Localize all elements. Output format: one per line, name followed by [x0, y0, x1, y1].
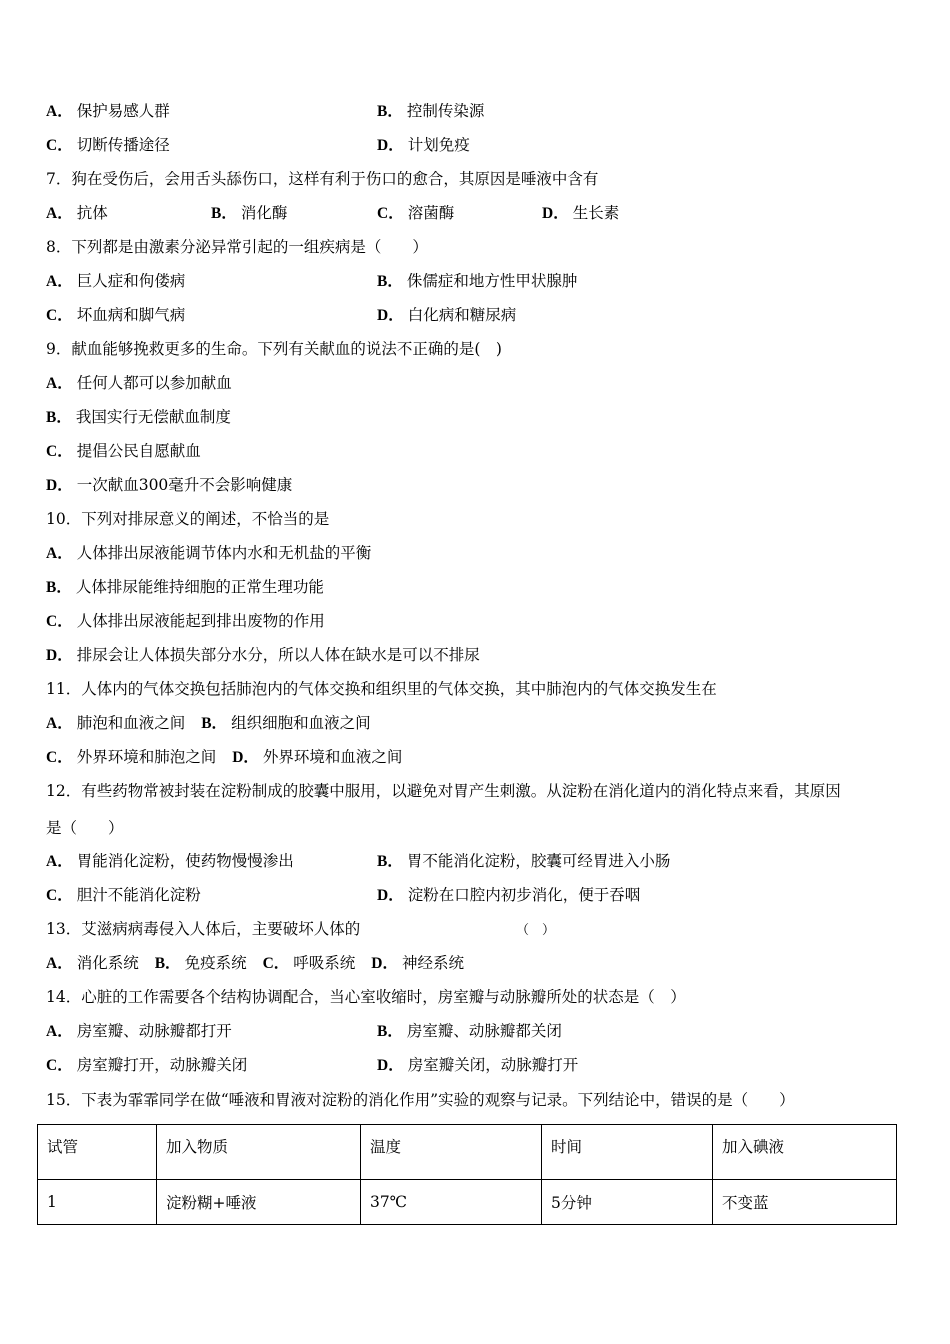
q10-stem: 10．下列对排尿意义的阐述，不恰当的是 [46, 510, 330, 528]
option-a: A． 保护易感人群 [46, 102, 170, 120]
q6-options-row-2 [46, 135, 470, 156]
option-d: D． 生长素 [542, 204, 620, 222]
option-c: C． 切断传播途径 [46, 136, 170, 154]
q10-option-d: D． 排尿会让人体损失部分水分，所以人体在缺水是可以不排尿 [46, 646, 480, 664]
q14-options-row-2 [46, 1055, 578, 1076]
table-cell: 1 [38, 1180, 157, 1225]
option-c: C． 呼吸系统 [262, 954, 356, 972]
q7-options [46, 203, 619, 224]
table-row [38, 1180, 897, 1225]
q13-options [46, 953, 464, 974]
q14-options-row-1 [46, 1021, 562, 1042]
table-header-cell: 温度 [361, 1125, 542, 1180]
q12-options-row-2 [46, 885, 640, 906]
q8-options-row-2 [46, 305, 516, 326]
option-b: B． 胃不能消化淀粉，胶囊可经胃进入小肠 [377, 852, 671, 870]
option-d: D． 白化病和糖尿病 [377, 306, 517, 324]
table-header-cell: 时间 [542, 1125, 713, 1180]
q6-options-row-1 [46, 101, 484, 122]
table-header-cell: 试管 [38, 1125, 157, 1180]
q14-stem: 14．心脏的工作需要各个结构协调配合，当心室收缩时，房室瓣与动脉瓣所处的状态是（ ） [46, 988, 686, 1006]
q12-options-row-1 [46, 851, 670, 872]
q11-options-row-2 [46, 747, 402, 768]
q12-stem-line-2: 是（ ） [46, 819, 124, 837]
q9-option-c: C． 提倡公民自愿献血 [46, 442, 201, 460]
option-c: C． 房室瓣打开，动脉瓣关闭 [46, 1056, 248, 1074]
q9-option-d: D． 一次献血300毫升不会影响健康 [46, 476, 293, 494]
q15-stem: 15．下表为霏霏同学在做“唾液和胃液对淀粉的消化作用”实验的观察与记录。下列结论中，错误的是（ ） [46, 1091, 795, 1109]
option-c: C． 坏血病和脚气病 [46, 306, 186, 324]
table-cell: 37℃ [361, 1180, 542, 1225]
option-b: B． 侏儒症和地方性甲状腺肿 [377, 272, 578, 290]
option-d: D． 房室瓣关闭，动脉瓣打开 [377, 1056, 579, 1074]
q10-option-b: B． 人体排尿能维持细胞的正常生理功能 [46, 578, 324, 596]
q12-stem-line-1: 12．有些药物常被封装在淀粉制成的胶囊中服用，以避免对胃产生刺激。从淀粉在消化道内的消化特点来看，其原因 [46, 782, 841, 800]
q8-stem: 8．下列都是由激素分泌异常引起的一组疾病是（ ） [46, 238, 428, 256]
option-a: A． 抗体 [46, 204, 108, 222]
option-c: C． 胆汁不能消化淀粉 [46, 886, 201, 904]
experiment-table [37, 1124, 897, 1225]
q10-option-a: A． 人体排出尿液能调节体内水和无机盐的平衡 [46, 544, 372, 562]
option-a: A． 胃能消化淀粉，使药物慢慢渗出 [46, 852, 294, 870]
q11-stem: 11．人体内的气体交换包括肺泡内的气体交换和组织里的气体交换，其中肺泡内的气体交换发生在 [46, 680, 717, 698]
option-b: B． 控制传染源 [377, 102, 485, 120]
option-b: B． 组织细胞和血液之间 [201, 714, 371, 732]
q7-stem: 7．狗在受伤后，会用舌头舔伤口，这样有利于伤口的愈合，其原因是唾液中含有 [46, 170, 599, 188]
table-cell: 5分钟 [542, 1180, 713, 1225]
q10-option-c: C． 人体排出尿液能起到排出废物的作用 [46, 612, 325, 630]
q13-answer-paren: （ ） [516, 923, 556, 938]
table-header-cell: 加入物质 [157, 1125, 361, 1180]
q8-options-row-1 [46, 271, 577, 292]
option-c: C． 溶菌酶 [377, 204, 455, 222]
option-b: B． 免疫系统 [154, 954, 247, 972]
option-b: B． 房室瓣、动脉瓣都关闭 [377, 1022, 562, 1040]
option-d: D． 计划免疫 [377, 136, 470, 154]
table-header-row [38, 1125, 897, 1180]
q11-options-row-1 [46, 713, 371, 734]
q9-stem: 9．献血能够挽救更多的生命。下列有关献血的说法不正确的是( ) [46, 340, 502, 358]
q13-stem-row [46, 919, 555, 941]
option-a: A． 房室瓣、动脉瓣都打开 [46, 1022, 232, 1040]
option-a: A． 肺泡和血液之间 [46, 714, 186, 732]
table-cell: 不变蓝 [713, 1180, 897, 1225]
option-a: A． 巨人症和佝偻病 [46, 272, 186, 290]
option-d: D． 神经系统 [371, 954, 465, 972]
option-b: B． 消化酶 [211, 204, 288, 222]
table-header-cell: 加入碘液 [713, 1125, 897, 1180]
table-cell: 淀粉糊+唾液 [157, 1180, 361, 1225]
option-a: A． 消化系统 [46, 954, 139, 972]
q9-option-a: A． 任何人都可以参加献血 [46, 374, 232, 392]
q9-option-b: B． 我国实行无偿献血制度 [46, 408, 231, 426]
option-d: D． 淀粉在口腔内初步消化，便于吞咽 [377, 886, 641, 904]
option-d: D． 外界环境和血液之间 [232, 748, 403, 766]
q13-stem: 13．艾滋病病毒侵入人体后，主要破坏人体的 [46, 920, 361, 938]
option-c: C． 外界环境和肺泡之间 [46, 748, 217, 766]
